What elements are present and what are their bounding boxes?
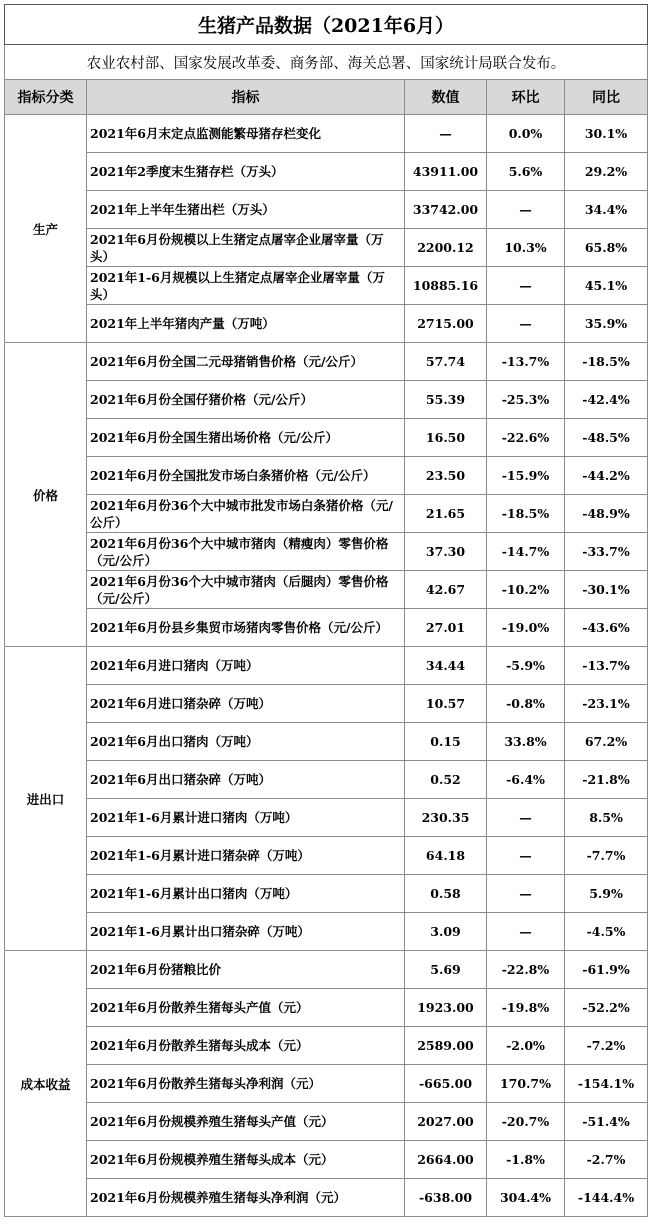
mom-cell: -25.3% — [487, 381, 565, 419]
indicator-cell: 2021年6月份36个大中城市猪肉（后腿肉）零售价格（元/公斤） — [87, 571, 405, 609]
indicator-cell: 2021年6月份36个大中城市批发市场白条猪价格（元/公斤） — [87, 495, 405, 533]
indicator-cell: 2021年6月份县乡集贸市场猪肉零售价格（元/公斤） — [87, 609, 405, 647]
table-row — [5, 1027, 648, 1065]
indicator-cell: 2021年上半年猪肉产量（万吨） — [87, 305, 405, 343]
yoy-cell: -18.5% — [565, 343, 648, 381]
yoy-cell: -61.9% — [565, 951, 648, 989]
value-cell: 42.67 — [405, 571, 487, 609]
table-row — [5, 609, 648, 647]
table-row — [5, 913, 648, 951]
yoy-cell: 67.2% — [565, 723, 648, 761]
value-cell: 37.30 — [405, 533, 487, 571]
yoy-cell: 45.1% — [565, 267, 648, 305]
value-cell: -638.00 — [405, 1179, 487, 1217]
table-row — [5, 229, 648, 267]
table-row — [5, 381, 648, 419]
table-row — [5, 1103, 648, 1141]
header-category: 指标分类 — [5, 80, 87, 115]
indicator-cell: 2021年6月份散养生猪每头净利润（元） — [87, 1065, 405, 1103]
yoy-cell: -33.7% — [565, 533, 648, 571]
mom-cell: -5.9% — [487, 647, 565, 685]
indicator-cell: 2021年6月份规模以上生猪定点屠宰企业屠宰量（万头） — [87, 229, 405, 267]
indicator-cell: 2021年1-6月累计进口猪肉（万吨） — [87, 799, 405, 837]
indicator-cell: 2021年6月份36个大中城市猪肉（精瘦肉）零售价格（元/公斤） — [87, 533, 405, 571]
yoy-cell: -23.1% — [565, 685, 648, 723]
value-cell: 0.58 — [405, 875, 487, 913]
mom-cell: — — [487, 875, 565, 913]
yoy-cell: 34.4% — [565, 191, 648, 229]
table-title: 生猪产品数据（2021年6月） — [5, 5, 648, 45]
yoy-cell: -44.2% — [565, 457, 648, 495]
table-row — [5, 571, 648, 609]
mom-cell: -0.8% — [487, 685, 565, 723]
indicator-cell: 2021年6月份猪粮比价 — [87, 951, 405, 989]
mom-cell: -18.5% — [487, 495, 565, 533]
mom-cell: — — [487, 305, 565, 343]
mom-cell: -14.7% — [487, 533, 565, 571]
indicator-cell: 2021年2季度末生猪存栏（万头） — [87, 153, 405, 191]
table-row — [5, 799, 648, 837]
pig-product-data-sheet — [4, 4, 647, 1217]
data-table — [4, 4, 648, 1217]
category-cell: 进出口 — [5, 647, 87, 951]
value-cell: 0.15 — [405, 723, 487, 761]
value-cell: 2200.12 — [405, 229, 487, 267]
mom-cell: -13.7% — [487, 343, 565, 381]
mom-cell: 0.0% — [487, 115, 565, 153]
indicator-cell: 2021年6月进口猪肉（万吨） — [87, 647, 405, 685]
category-cell: 成本收益 — [5, 951, 87, 1217]
indicator-cell: 2021年1-6月累计出口猪杂碎（万吨） — [87, 913, 405, 951]
value-cell: 23.50 — [405, 457, 487, 495]
mom-cell: — — [487, 799, 565, 837]
value-cell: 1923.00 — [405, 989, 487, 1027]
mom-cell: 304.4% — [487, 1179, 565, 1217]
value-cell: 64.18 — [405, 837, 487, 875]
header-indicator: 指标 — [87, 80, 405, 115]
yoy-cell: -48.5% — [565, 419, 648, 457]
yoy-cell: 35.9% — [565, 305, 648, 343]
indicator-cell: 2021年6月份规模养殖生猪每头成本（元） — [87, 1141, 405, 1179]
indicator-cell: 2021年1-6月累计出口猪肉（万吨） — [87, 875, 405, 913]
mom-cell: -15.9% — [487, 457, 565, 495]
indicator-cell: 2021年6月份全国仔猪价格（元/公斤） — [87, 381, 405, 419]
value-cell: 5.69 — [405, 951, 487, 989]
indicator-cell: 2021年6月份散养生猪每头产值（元） — [87, 989, 405, 1027]
yoy-cell: 5.9% — [565, 875, 648, 913]
value-cell: 10.57 — [405, 685, 487, 723]
yoy-cell: -21.8% — [565, 761, 648, 799]
yoy-cell: 8.5% — [565, 799, 648, 837]
yoy-cell: -42.4% — [565, 381, 648, 419]
yoy-cell: -43.6% — [565, 609, 648, 647]
yoy-cell: -2.7% — [565, 1141, 648, 1179]
mom-cell: -19.0% — [487, 609, 565, 647]
table-row — [5, 1065, 648, 1103]
header-row — [5, 80, 648, 115]
table-subtitle: 农业农村部、国家发展改革委、商务部、海关总署、国家统计局联合发布。 — [5, 45, 648, 80]
mom-cell: -6.4% — [487, 761, 565, 799]
mom-cell: -20.7% — [487, 1103, 565, 1141]
yoy-cell: -144.4% — [565, 1179, 648, 1217]
table-row — [5, 1179, 648, 1217]
value-cell: 3.09 — [405, 913, 487, 951]
table-row — [5, 989, 648, 1027]
header-value: 数值 — [405, 80, 487, 115]
indicator-cell: 2021年6月份全国生猪出场价格（元/公斤） — [87, 419, 405, 457]
category-cell: 价格 — [5, 343, 87, 647]
table-row — [5, 951, 648, 989]
yoy-cell: -52.2% — [565, 989, 648, 1027]
value-cell: 21.65 — [405, 495, 487, 533]
value-cell: 55.39 — [405, 381, 487, 419]
header-yoy: 同比 — [565, 80, 648, 115]
table-row — [5, 457, 648, 495]
mom-cell: -22.6% — [487, 419, 565, 457]
table-row — [5, 875, 648, 913]
header-mom: 环比 — [487, 80, 565, 115]
mom-cell: -22.8% — [487, 951, 565, 989]
value-cell: 2589.00 — [405, 1027, 487, 1065]
indicator-cell: 2021年6月份规模养殖生猪每头净利润（元） — [87, 1179, 405, 1217]
mom-cell: -19.8% — [487, 989, 565, 1027]
table-row — [5, 837, 648, 875]
mom-cell: -1.8% — [487, 1141, 565, 1179]
yoy-cell: -51.4% — [565, 1103, 648, 1141]
indicator-cell: 2021年6月份散养生猪每头成本（元） — [87, 1027, 405, 1065]
yoy-cell: -30.1% — [565, 571, 648, 609]
table-row — [5, 267, 648, 305]
value-cell: 43911.00 — [405, 153, 487, 191]
table-row — [5, 153, 648, 191]
value-cell: 10885.16 — [405, 267, 487, 305]
value-cell: 2715.00 — [405, 305, 487, 343]
table-row — [5, 533, 648, 571]
value-cell: 27.01 — [405, 609, 487, 647]
indicator-cell: 2021年上半年生猪出栏（万头） — [87, 191, 405, 229]
indicator-cell: 2021年1-6月累计进口猪杂碎（万吨） — [87, 837, 405, 875]
table-row — [5, 495, 648, 533]
mom-cell: — — [487, 267, 565, 305]
indicator-cell: 2021年6月出口猪肉（万吨） — [87, 723, 405, 761]
table-row — [5, 647, 648, 685]
value-cell: 16.50 — [405, 419, 487, 457]
yoy-cell: -7.7% — [565, 837, 648, 875]
yoy-cell: 65.8% — [565, 229, 648, 267]
yoy-cell: -7.2% — [565, 1027, 648, 1065]
indicator-cell: 2021年6月份规模养殖生猪每头产值（元） — [87, 1103, 405, 1141]
table-row — [5, 191, 648, 229]
indicator-cell: 2021年6月份全国二元母猪销售价格（元/公斤） — [87, 343, 405, 381]
indicator-cell: 2021年6月末定点监测能繁母猪存栏变化 — [87, 115, 405, 153]
indicator-cell: 2021年1-6月规模以上生猪定点屠宰企业屠宰量（万头） — [87, 267, 405, 305]
value-cell: — — [405, 115, 487, 153]
yoy-cell: -4.5% — [565, 913, 648, 951]
indicator-cell: 2021年6月份全国批发市场白条猪价格（元/公斤） — [87, 457, 405, 495]
yoy-cell: -48.9% — [565, 495, 648, 533]
yoy-cell: 29.2% — [565, 153, 648, 191]
yoy-cell: 30.1% — [565, 115, 648, 153]
indicator-cell: 2021年6月出口猪杂碎（万吨） — [87, 761, 405, 799]
indicator-cell: 2021年6月进口猪杂碎（万吨） — [87, 685, 405, 723]
mom-cell: 5.6% — [487, 153, 565, 191]
mom-cell: — — [487, 913, 565, 951]
value-cell: 57.74 — [405, 343, 487, 381]
table-row — [5, 723, 648, 761]
value-cell: 2664.00 — [405, 1141, 487, 1179]
value-cell: 2027.00 — [405, 1103, 487, 1141]
table-row — [5, 419, 648, 457]
value-cell: 0.52 — [405, 761, 487, 799]
table-row — [5, 305, 648, 343]
value-cell: 230.35 — [405, 799, 487, 837]
table-row — [5, 761, 648, 799]
mom-cell: -2.0% — [487, 1027, 565, 1065]
table-row — [5, 1141, 648, 1179]
value-cell: 34.44 — [405, 647, 487, 685]
table-row — [5, 115, 648, 153]
yoy-cell: -154.1% — [565, 1065, 648, 1103]
value-cell: 33742.00 — [405, 191, 487, 229]
value-cell: -665.00 — [405, 1065, 487, 1103]
mom-cell: — — [487, 191, 565, 229]
mom-cell: — — [487, 837, 565, 875]
mom-cell: 170.7% — [487, 1065, 565, 1103]
category-cell: 生产 — [5, 115, 87, 343]
table-row — [5, 343, 648, 381]
table-row — [5, 685, 648, 723]
mom-cell: 33.8% — [487, 723, 565, 761]
yoy-cell: -13.7% — [565, 647, 648, 685]
mom-cell: -10.2% — [487, 571, 565, 609]
mom-cell: 10.3% — [487, 229, 565, 267]
